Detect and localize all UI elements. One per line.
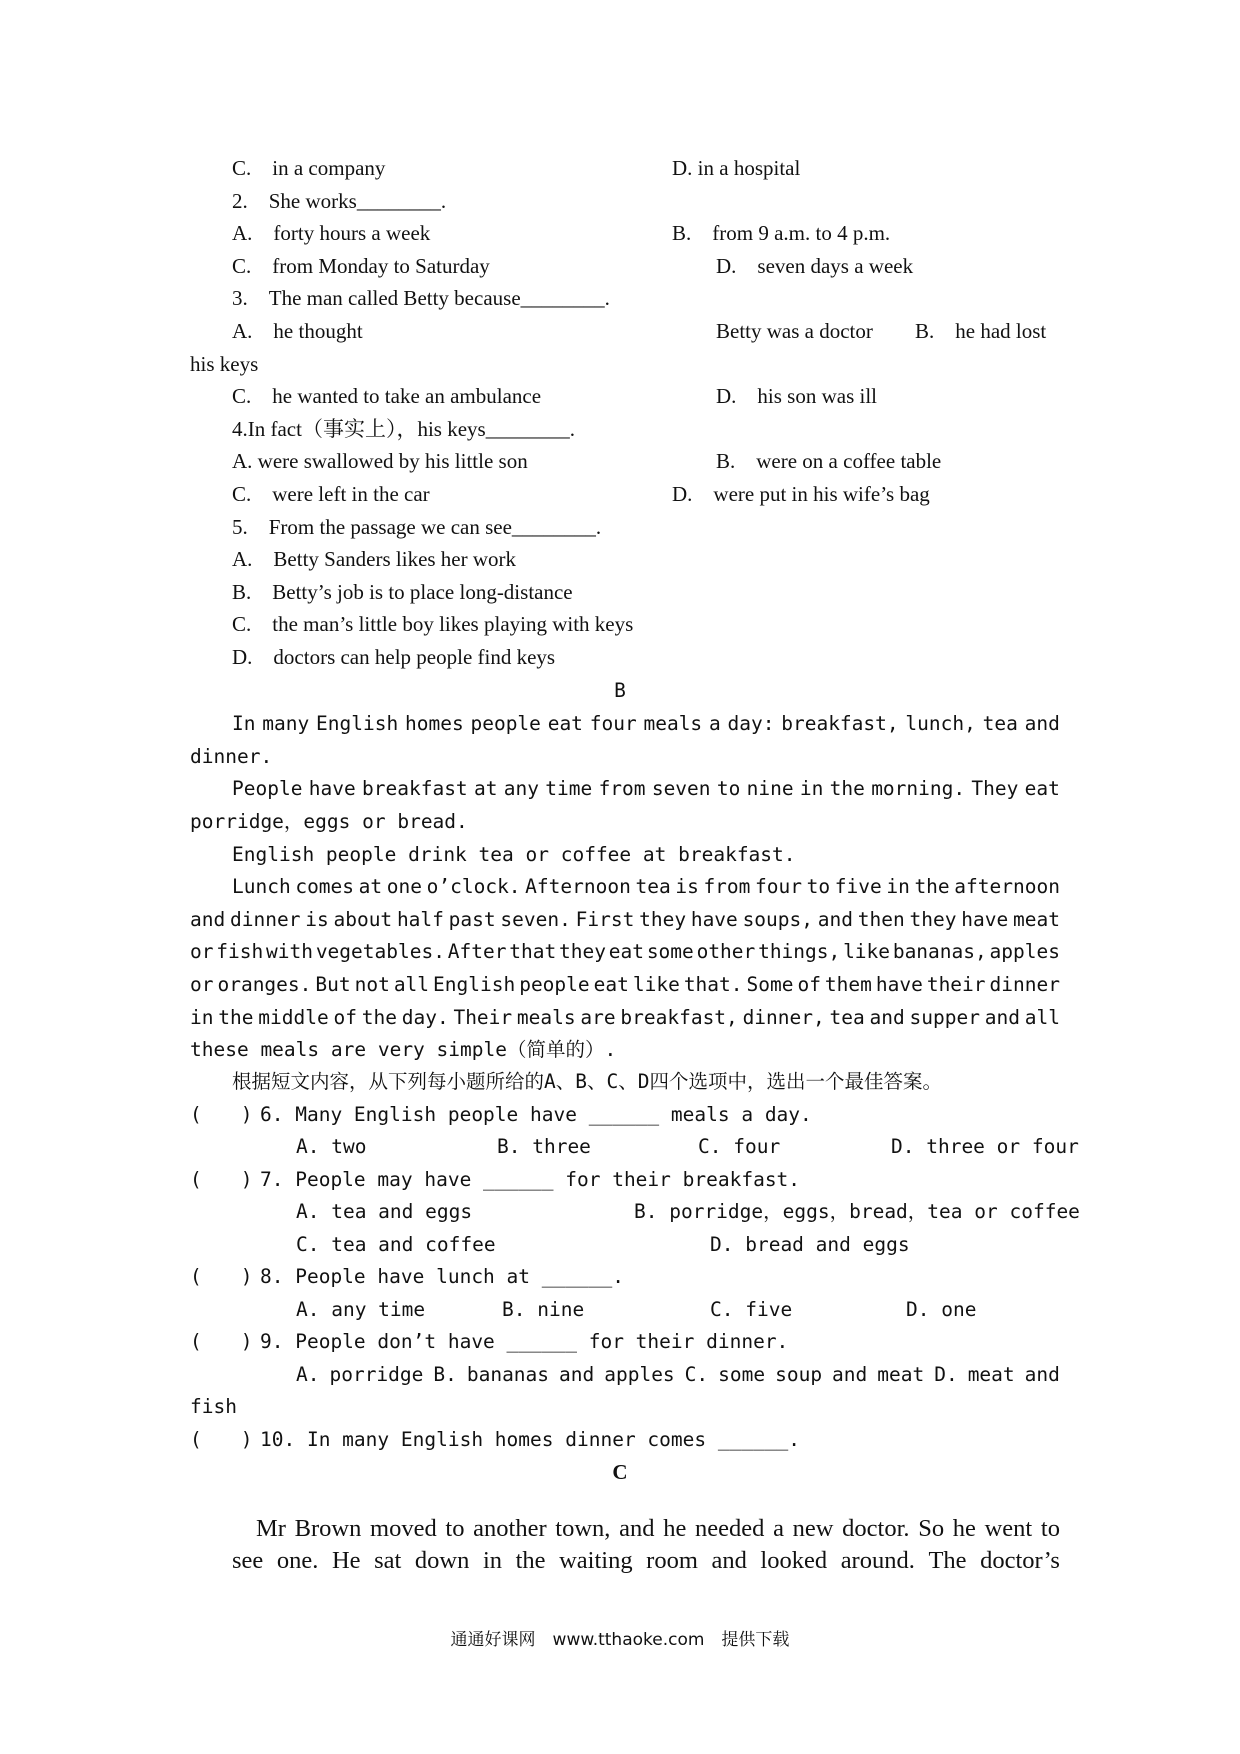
word: homes — [404, 712, 464, 735]
word: The — [928, 1547, 967, 1574]
q2-option-a: A. forty hours a week — [232, 221, 431, 245]
word: meat — [877, 1363, 925, 1386]
word: the — [829, 777, 865, 800]
word: one. — [276, 1547, 319, 1574]
word: dinner — [989, 973, 1060, 996]
word: are — [580, 1006, 616, 1029]
q7-option-b: B. porridge，eggs，bread，tea or coffee — [634, 1200, 1080, 1223]
word: meat — [967, 1363, 1015, 1386]
word: to — [806, 875, 831, 898]
word: all — [393, 973, 430, 996]
q6-option-a: A. two — [296, 1135, 367, 1158]
answer-paren: ( ) — [190, 1168, 253, 1191]
word: B. — [433, 1363, 457, 1386]
q8-option-d: D. one — [906, 1298, 977, 1321]
word: about — [333, 908, 393, 931]
word: nine — [746, 777, 794, 800]
q3-option-a: A. he thought — [232, 319, 363, 343]
answer-paren: ( ) — [190, 1330, 253, 1353]
word: four — [589, 712, 637, 735]
passage-b-line-end: these meals are very simple（简单的）. — [190, 1038, 617, 1061]
word: He — [331, 1547, 361, 1574]
word: in — [482, 1547, 502, 1574]
word: eat — [1024, 777, 1060, 800]
word: have — [961, 908, 1009, 931]
word: D. — [934, 1363, 958, 1386]
word: English — [316, 712, 399, 735]
q6-option-d: D. three or four — [891, 1135, 1079, 1158]
word: In — [232, 712, 256, 735]
word: around. — [840, 1547, 915, 1574]
word: at — [358, 875, 383, 898]
word: in — [799, 777, 824, 800]
word: Afternoon — [525, 875, 631, 898]
q8-option-b: B. nine — [502, 1298, 585, 1321]
q9-options — [296, 1365, 1060, 1385]
word: the — [914, 875, 950, 898]
word: oranges. — [217, 973, 312, 996]
word: have — [308, 777, 356, 800]
word: and — [190, 908, 226, 931]
page-footer: 通通好课网 www.tthaoke.com 提供下载 — [450, 1630, 790, 1650]
answer-paren: ( ) — [190, 1103, 253, 1126]
word: the — [361, 1006, 397, 1029]
word: and — [832, 1363, 868, 1386]
word: all — [1024, 1006, 1060, 1029]
q1-option-c: C. in a company — [232, 156, 386, 180]
q2-option-d: D. seven days a week — [716, 254, 914, 278]
word: tea — [982, 712, 1018, 735]
q3-stem: 3. The man called Betty because________. — [232, 286, 610, 310]
word: seven. — [500, 908, 571, 931]
word: doctor’s — [980, 1547, 1060, 1574]
word: Lunch — [232, 875, 291, 898]
word: of — [797, 973, 821, 996]
q2-option-b: B. from 9 a.m. to 4 p.m. — [672, 221, 891, 245]
word: apples — [989, 940, 1060, 963]
word: any — [503, 777, 539, 800]
word: and — [559, 1363, 595, 1386]
q1-option-d: D. in a hospital — [672, 156, 801, 180]
word: They — [971, 777, 1019, 800]
word: vegetables. — [315, 940, 445, 963]
word: or — [190, 940, 214, 963]
word: soups, — [742, 908, 814, 931]
q3-option-b: B. he had lost — [915, 319, 1047, 343]
word: and — [984, 1006, 1020, 1029]
q8-option-a: A. any time — [296, 1298, 426, 1321]
q2-stem: 2. She works________. — [232, 189, 447, 213]
word: things, — [758, 940, 841, 963]
word: the — [218, 1006, 254, 1029]
q4-option-a: A. were swallowed by his little son — [232, 449, 528, 473]
word: day: — [727, 712, 775, 735]
word: and — [711, 1547, 747, 1574]
word: tea — [829, 1006, 865, 1029]
instruction-text: 根据短文内容，从下列每小题所给的A、B、C、D四个选项中，选出一个最佳答案。 — [232, 1070, 942, 1093]
word: fish — [216, 940, 264, 963]
word: have — [690, 908, 738, 931]
word: that — [509, 940, 557, 963]
word: them — [824, 973, 872, 996]
word: First — [575, 908, 635, 931]
section-b-heading: B — [614, 679, 626, 702]
word: they — [559, 940, 606, 963]
word: see — [232, 1547, 264, 1574]
word: comes — [295, 875, 355, 898]
word: bananas, — [892, 940, 987, 963]
word: and — [817, 908, 854, 931]
word: they — [639, 908, 687, 931]
passage-b-line — [190, 1008, 1060, 1028]
word: like — [632, 973, 680, 996]
word: porridge — [329, 1363, 424, 1386]
word: at — [473, 777, 498, 800]
word: C. — [684, 1363, 709, 1386]
word: with — [266, 940, 314, 963]
word: A. — [296, 1363, 320, 1386]
word: their — [926, 973, 986, 996]
word: or — [190, 973, 214, 996]
q8-option-c: C. five — [710, 1298, 793, 1321]
answer-paren: ( ) — [190, 1265, 253, 1288]
word: seven — [651, 777, 711, 800]
word: many — [262, 712, 310, 735]
q5-option-d: D. doctors can help people find keys — [232, 645, 556, 669]
word: and — [869, 1006, 905, 1029]
word: meals — [516, 1006, 576, 1029]
q9-stem: 9. People don’t have ______ for their dinner. — [260, 1330, 789, 1353]
word: bananas — [466, 1363, 550, 1386]
word: time — [545, 777, 593, 800]
passage-b-line — [232, 779, 1060, 799]
q5-option-b: B. Betty’s job is to place long-distance — [232, 580, 573, 604]
passage-b-line — [190, 942, 1060, 962]
word: one — [386, 875, 422, 898]
word: is — [675, 875, 699, 898]
word: five — [834, 875, 882, 898]
word: waiting — [559, 1547, 633, 1574]
word: soup — [775, 1363, 823, 1386]
word: Their — [453, 1006, 513, 1029]
word: morning. — [871, 777, 966, 800]
section-c-heading: C — [612, 1460, 628, 1484]
word: they — [909, 908, 957, 931]
word: have — [875, 973, 923, 996]
word: But — [315, 973, 351, 996]
word: four — [755, 875, 802, 898]
word: dinner, — [742, 1006, 825, 1029]
q6-option-c: C. four — [698, 1135, 781, 1158]
word: that. — [683, 973, 743, 996]
passage-b-line-end: dinner. — [190, 745, 273, 768]
word: then — [857, 908, 905, 931]
word: is — [305, 908, 329, 931]
word: English — [433, 973, 516, 996]
word: not — [354, 973, 390, 996]
word: from — [598, 777, 646, 800]
q3-option-d: D. his son was ill — [716, 384, 878, 408]
word: dinner — [230, 908, 301, 931]
word: in — [190, 1006, 214, 1029]
passage-b-line — [190, 910, 1060, 930]
word: tea — [635, 875, 671, 898]
passage-b-line — [232, 877, 1060, 897]
word: eat — [593, 973, 629, 996]
word: supper — [909, 1006, 980, 1029]
word: half — [396, 908, 444, 931]
word: room — [646, 1547, 698, 1574]
q3-option-c: C. he wanted to take an ambulance — [232, 384, 542, 408]
word: breakfast, — [620, 1006, 738, 1029]
word: day. — [401, 1006, 449, 1029]
q10-stem: 10. In many English homes dinner comes ______. — [260, 1428, 801, 1451]
word: and — [1024, 712, 1060, 735]
word: Some — [746, 973, 794, 996]
passage-c-line: Mr Brown moved to another town, and he needed a new doctor. So he went to — [256, 1515, 1060, 1542]
q4-stem: 4.In fact（事实上），his keys________. — [232, 417, 575, 441]
q8-stem: 8. People have lunch at ______. — [260, 1265, 624, 1288]
q3-option-a-continued: Betty was a doctor — [716, 319, 873, 343]
word: looked — [760, 1547, 828, 1574]
q6-option-b: B. three — [497, 1135, 591, 1158]
q4-option-d: D. were put in his wife’s bag — [672, 482, 930, 506]
word: people — [519, 973, 590, 996]
word: After — [447, 940, 507, 963]
word: like — [843, 940, 891, 963]
passage-b-line-end: porridge，eggs or bread. — [190, 810, 468, 833]
q6-stem: 6. Many English people have ______ meals a day. — [260, 1103, 812, 1126]
q7-option-d: D. bread and eggs — [710, 1233, 910, 1256]
answer-paren: ( ) — [190, 1428, 253, 1451]
word: eat — [547, 712, 583, 735]
q7-option-a: A. tea and eggs — [296, 1200, 473, 1223]
word: some — [646, 940, 694, 963]
word: some — [718, 1363, 766, 1386]
word: past — [448, 908, 496, 931]
word: eat — [608, 940, 645, 963]
word: o’clock. — [426, 875, 521, 898]
word: breakfast — [362, 777, 468, 800]
word: the — [515, 1547, 546, 1574]
word: meat — [1012, 908, 1060, 931]
q4-option-c: C. were left in the car — [232, 482, 430, 506]
word: lunch, — [905, 712, 976, 735]
word: sat — [374, 1547, 402, 1574]
word: other — [696, 940, 756, 963]
q7-option-c: C. tea and coffee — [296, 1233, 496, 1256]
word: apples — [604, 1363, 675, 1386]
passage-b-line — [232, 714, 1060, 734]
word: of — [333, 1006, 357, 1029]
passage-c-line — [232, 1549, 1060, 1574]
word: meals — [643, 712, 703, 735]
q3-option-b-wrap: his keys — [190, 352, 259, 376]
word: a — [708, 712, 721, 735]
word: from — [703, 875, 751, 898]
word: to — [716, 777, 741, 800]
word: afternoon — [954, 875, 1060, 898]
word: and — [1024, 1363, 1060, 1386]
passage-b-line — [190, 975, 1060, 995]
q5-option-a: A. Betty Sanders likes her work — [232, 547, 517, 571]
q7-stem: 7. People may have ______ for their breakfast. — [260, 1168, 801, 1191]
word: people — [470, 712, 541, 735]
word: middle — [258, 1006, 329, 1029]
word: People — [232, 777, 303, 800]
word: in — [886, 875, 910, 898]
q2-option-c: C. from Monday to Saturday — [232, 254, 490, 278]
q9-option-wrap: fish — [190, 1395, 237, 1418]
q4-option-b: B. were on a coffee table — [716, 449, 942, 473]
q5-stem: 5. From the passage we can see________. — [232, 515, 602, 539]
q5-option-c: C. the man’s little boy likes playing with keys — [232, 612, 634, 636]
word: breakfast, — [781, 712, 899, 735]
passage-b-line: English people drink tea or coffee at breakfast. — [232, 843, 796, 866]
word: down — [414, 1547, 470, 1574]
